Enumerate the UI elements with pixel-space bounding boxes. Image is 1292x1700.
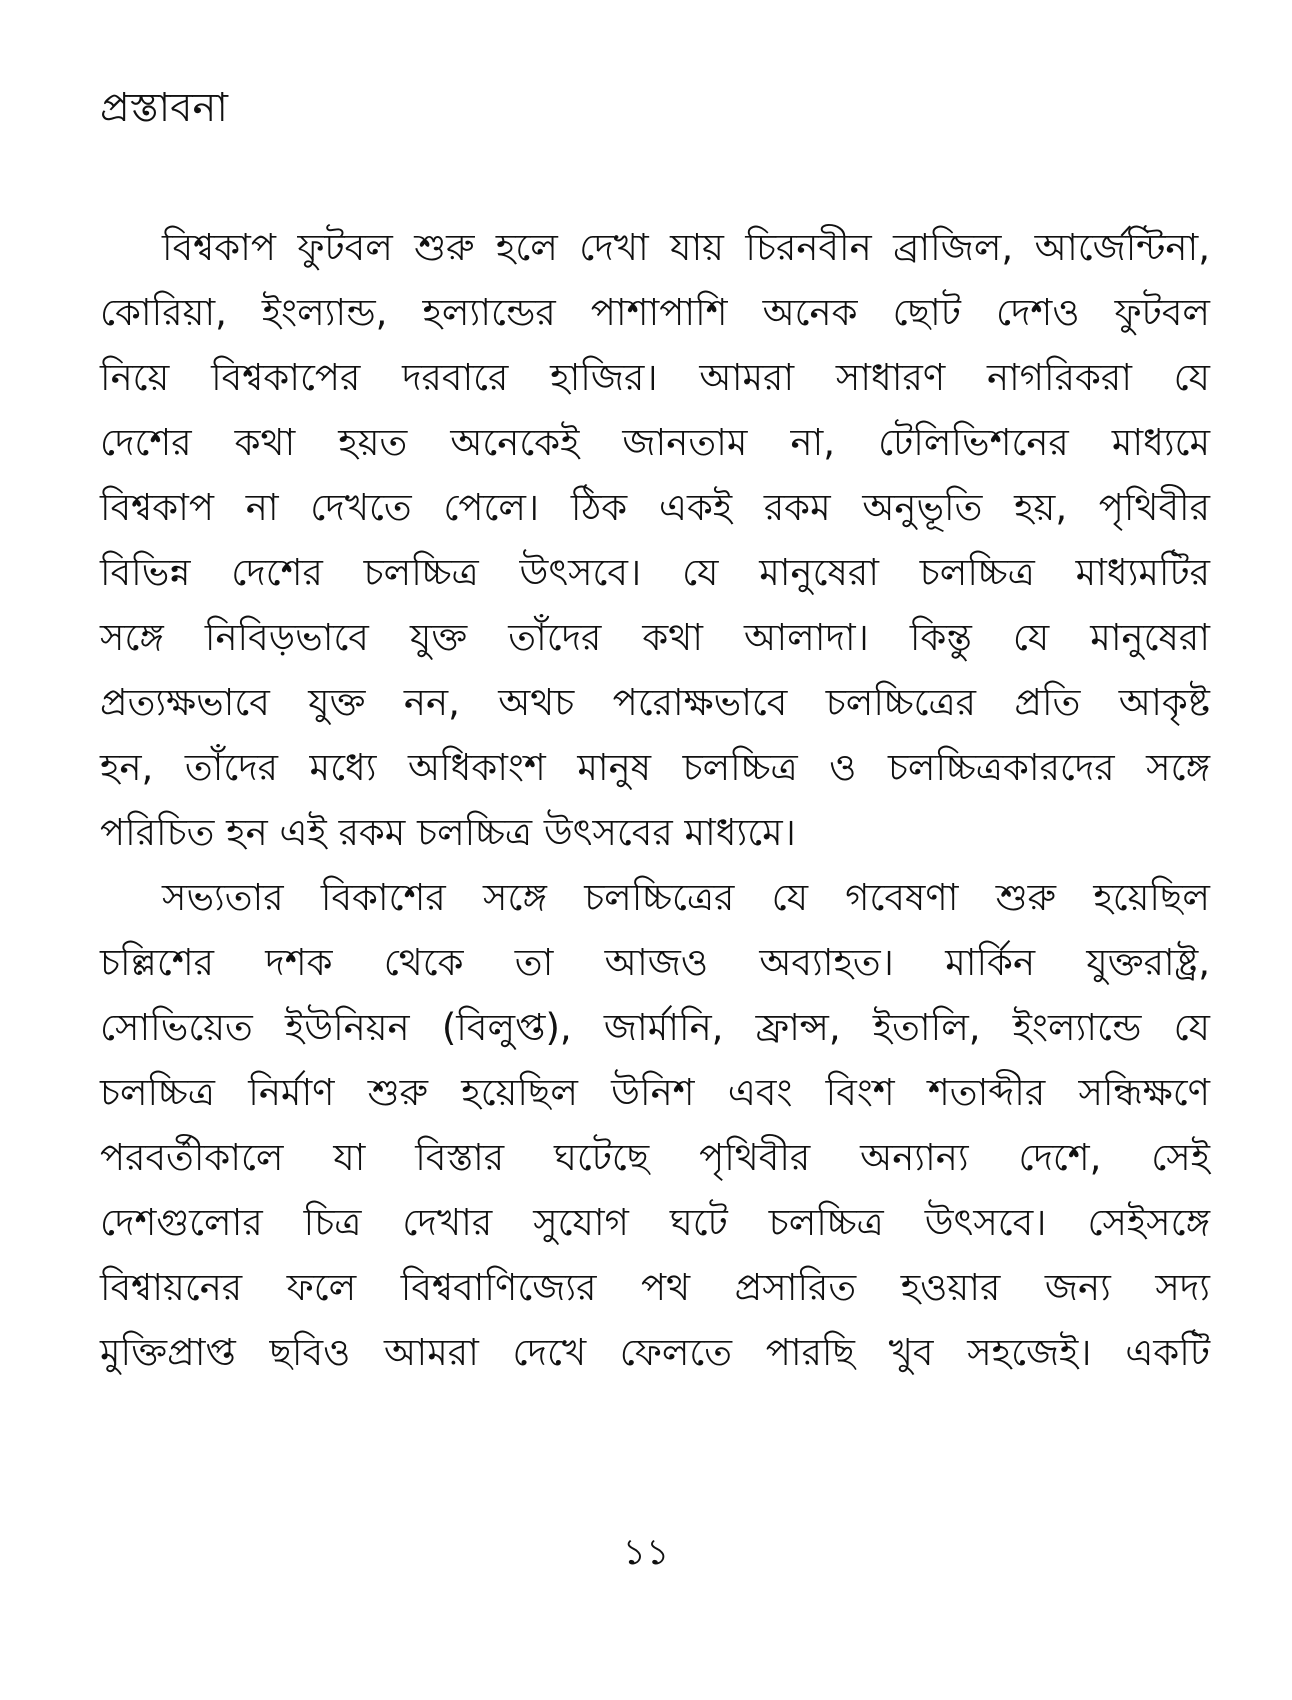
text-line: হন, তাঁদের মধ্যে অধিকাংশ মানুষ চলচ্চিত্র ও চলচ্চিত্রকারদের সঙ্গে <box>100 746 1210 789</box>
text-line: দেশগুলোর চিত্র দেখার সুযোগ ঘটে চলচ্চিত্র উৎসবে। সেইসঙ্গে <box>100 1201 1210 1244</box>
text-line: সভ্যতার বিকাশের সঙ্গে চলচ্চিত্রের যে গবেষণা শুরু হয়েছিল <box>162 876 1210 919</box>
text-line: পরবর্তীকালে যা বিস্তার ঘটেছে পৃথিবীর অন্যান্য দেশে, সেই <box>100 1136 1210 1179</box>
text-line: নিয়ে বিশ্বকাপের দরবারে হাজির। আমরা সাধারণ নাগরিকরা যে <box>100 356 1210 399</box>
text-line: দেশের কথা হয়ত অনেকেই জানতাম না, টেলিভিশনের মাধ্যমে <box>100 421 1210 464</box>
text-line: প্রত্যক্ষভাবে যুক্ত নন, অথচ পরোক্ষভাবে চলচ্চিত্রের প্রতি আকৃষ্ট <box>100 681 1210 724</box>
text-line: বিভিন্ন দেশের চলচ্চিত্র উৎসবে। যে মানুষেরা চলচ্চিত্র মাধ্যমটির <box>100 551 1210 594</box>
text-line: সঙ্গে নিবিড়ভাবে যুক্ত তাঁদের কথা আলাদা। কিন্তু যে মানুষেরা <box>100 616 1210 659</box>
text-line: চলচ্চিত্র নির্মাণ শুরু হয়েছিল উনিশ এবং বিংশ শতাব্দীর সন্ধিক্ষণে <box>100 1071 1210 1114</box>
text-line: চল্লিশের দশক থেকে তা আজও অব্যাহত। মার্কিন যুক্তরাষ্ট্র, <box>100 941 1210 984</box>
text-line: সোভিয়েত ইউনিয়ন (বিলুপ্ত), জার্মানি, ফ্রান্স, ইতালি, ইংল্যান্ডে যে <box>100 1006 1210 1049</box>
text-line: বিশ্বকাপ না দেখতে পেলে। ঠিক একই রকম অনুভূতি হয়, পৃথিবীর <box>100 486 1210 529</box>
text-line: মুক্তিপ্রাপ্ত ছবিও আমরা দেখে ফেলতে পারছি খুব সহজেই। একটি <box>100 1331 1210 1374</box>
page-number: ১১ <box>622 1532 670 1573</box>
text-line: পরিচিত হন এই রকম চলচ্চিত্র উৎসবের মাধ্যমে। <box>100 811 796 854</box>
body-text <box>100 215 1210 1385</box>
text-line: কোরিয়া, ইংল্যান্ড, হল্যান্ডের পাশাপাশি অনেক ছোট দেশও ফুটবল <box>100 291 1210 334</box>
text-line: বিশ্বকাপ ফুটবল শুরু হলে দেখা যায় চিরনবীন ব্রাজিল, আর্জেন্টিনা, <box>162 226 1210 269</box>
page-heading: প্রস্তাবনা <box>100 85 228 131</box>
text-line: বিশ্বায়নের ফলে বিশ্ববাণিজ্যের পথ প্রসারিত হওয়ার জন্য সদ্য <box>100 1266 1210 1309</box>
